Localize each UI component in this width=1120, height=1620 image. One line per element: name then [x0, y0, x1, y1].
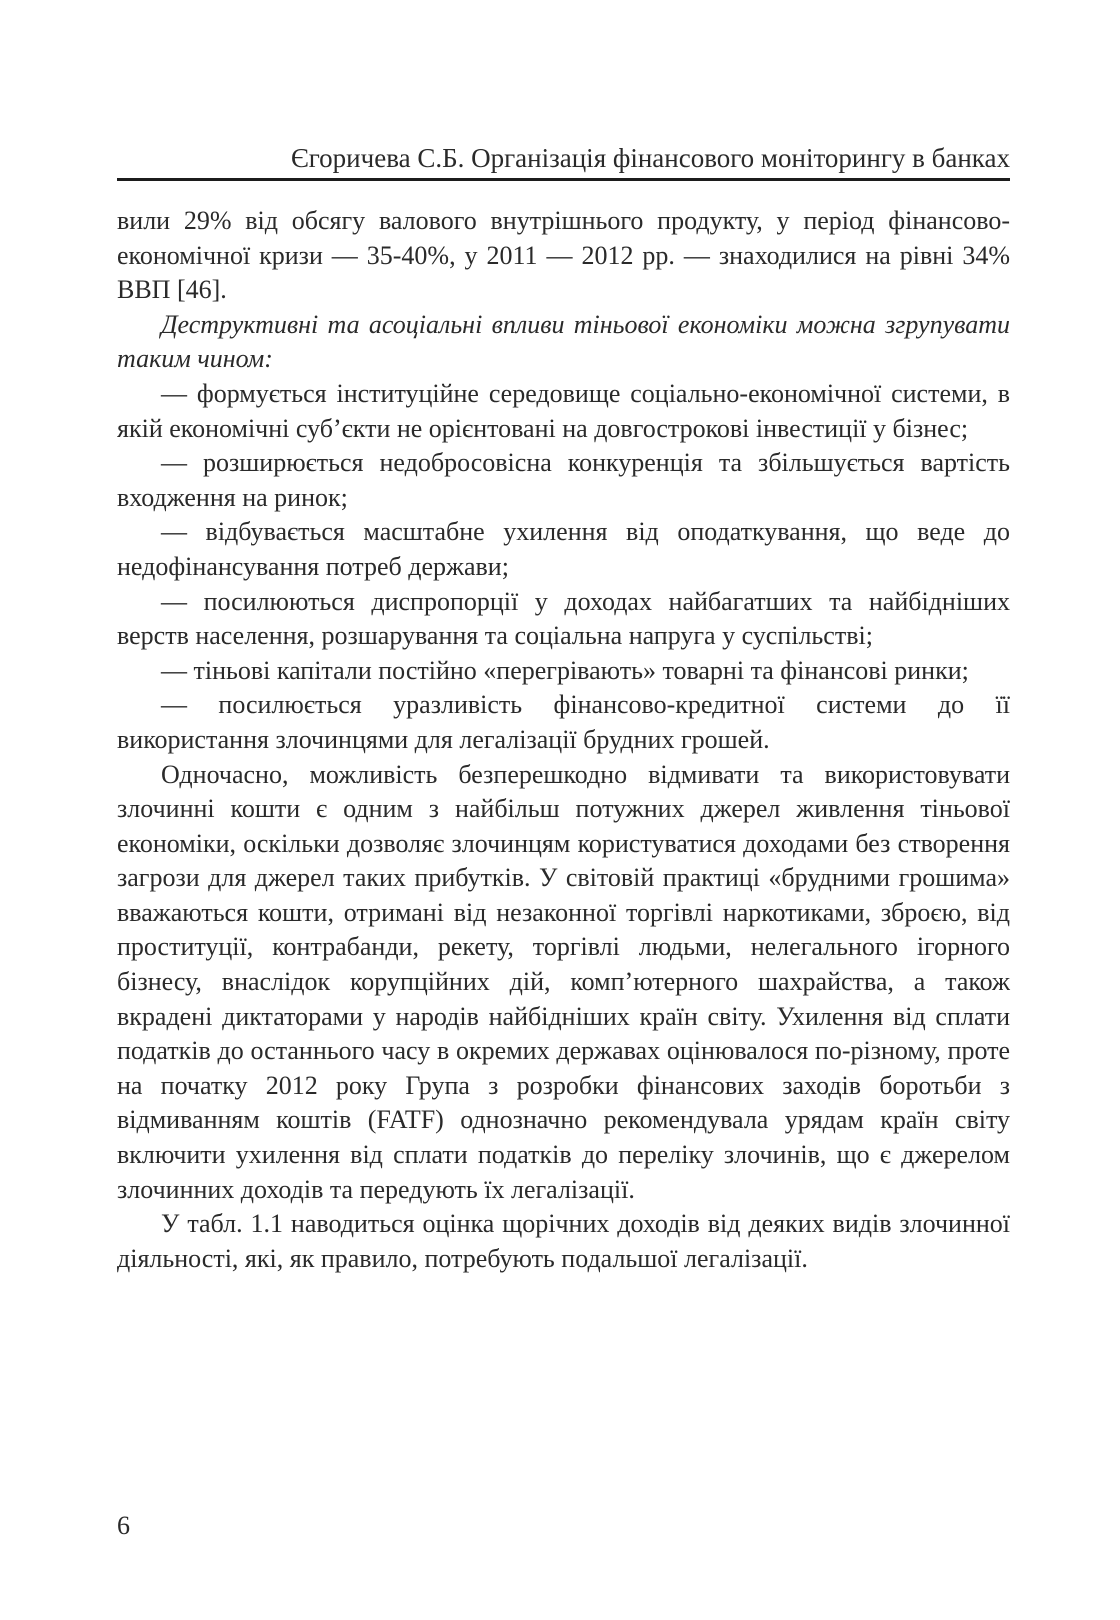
list-item-income-disparities: — посилюються диспропорції у доходах найбагатших та найбідніших верств населення, розшарування та соціальна напруга у суспільстві;	[117, 586, 1010, 651]
list-item-unfair-competition: — розширюється недобросовісна конкуренція та збільшується вартість входження на ринок;	[117, 448, 1010, 512]
list-item-overheating-markets: — тіньові капітали постійно «перегрівають» товарні та фінансові ринки;	[161, 655, 969, 685]
header-rule	[117, 178, 1010, 181]
paragraph-table-reference: У табл. 1.1 наводиться оцінка щорічних доходів від деяких видів злочинної діяльності, які, як правило, потребують подальшої легалізації.	[117, 1209, 1010, 1273]
page-number: 6	[117, 1511, 130, 1540]
list-item-institutional-environment: — формується інституційне середовище соціально-економічної системи, в якій економічні суб’єкти не орієнтовані на довгострокові інвестиції у бізнес;	[117, 378, 1010, 443]
body-text	[117, 204, 1010, 1276]
paragraph-destructive-effects-intro: Деструктивні та асоціальні впливи тіньової економіки можна згрупувати таким чином:	[117, 309, 1010, 374]
running-header: Єгоричева С.Б. Організація фінансового моніторингу в банках	[290, 143, 1010, 173]
list-item-financial-system-vulnerability: — посилюється уразливість фінансово-кредитної системи до її використання злочинцями для легалізації брудних грошей.	[117, 690, 1010, 754]
paragraph-gdp-share: вили 29% від обсягу валового внутрішнього продукту, у період фінансово-економічної кризи — 35-40%, у 2011 — 2012 рр. — знаходилися на рівні 34% ВВП [46].	[117, 206, 1010, 305]
list-item-tax-evasion: — відбувається масштабне ухилення від оподаткування, що веде до недофінансування потреб держави;	[117, 517, 1010, 581]
paragraph-dirty-money: Одночасно, можливість безперешкодно відмивати та використовувати злочинні кошти є одним з найбільш потужних джерел живлення тіньової економіки, оскільки дозволяє злочинцям користуватися доходами без створення загрози для джерел таких прибутків. У світовій практиці «брудними грошима» вважаються кошти, отримані від незаконної торгівлі наркотиками, зброєю, від проституції, контрабанди, рекету, торгівлі людьми, нелегального ігорного бізнесу, внаслідок корупційних дій, комп’ютерного шахрайства, а також вкрадені диктаторами у народів найбідніших країн світу. Ухилення від сплати податків до останнього часу в окремих державах оцінювалося по-різному, проте на початку 2012 року Група з розробки фінансових заходів боротьби з відмиванням коштів (FATF) однозначно рекомендувала урядам країн світу включити ухилення від сплати податків до переліку злочинів, що є джерелом злочинних доходів та передують їх легалізації.	[117, 759, 1010, 1204]
